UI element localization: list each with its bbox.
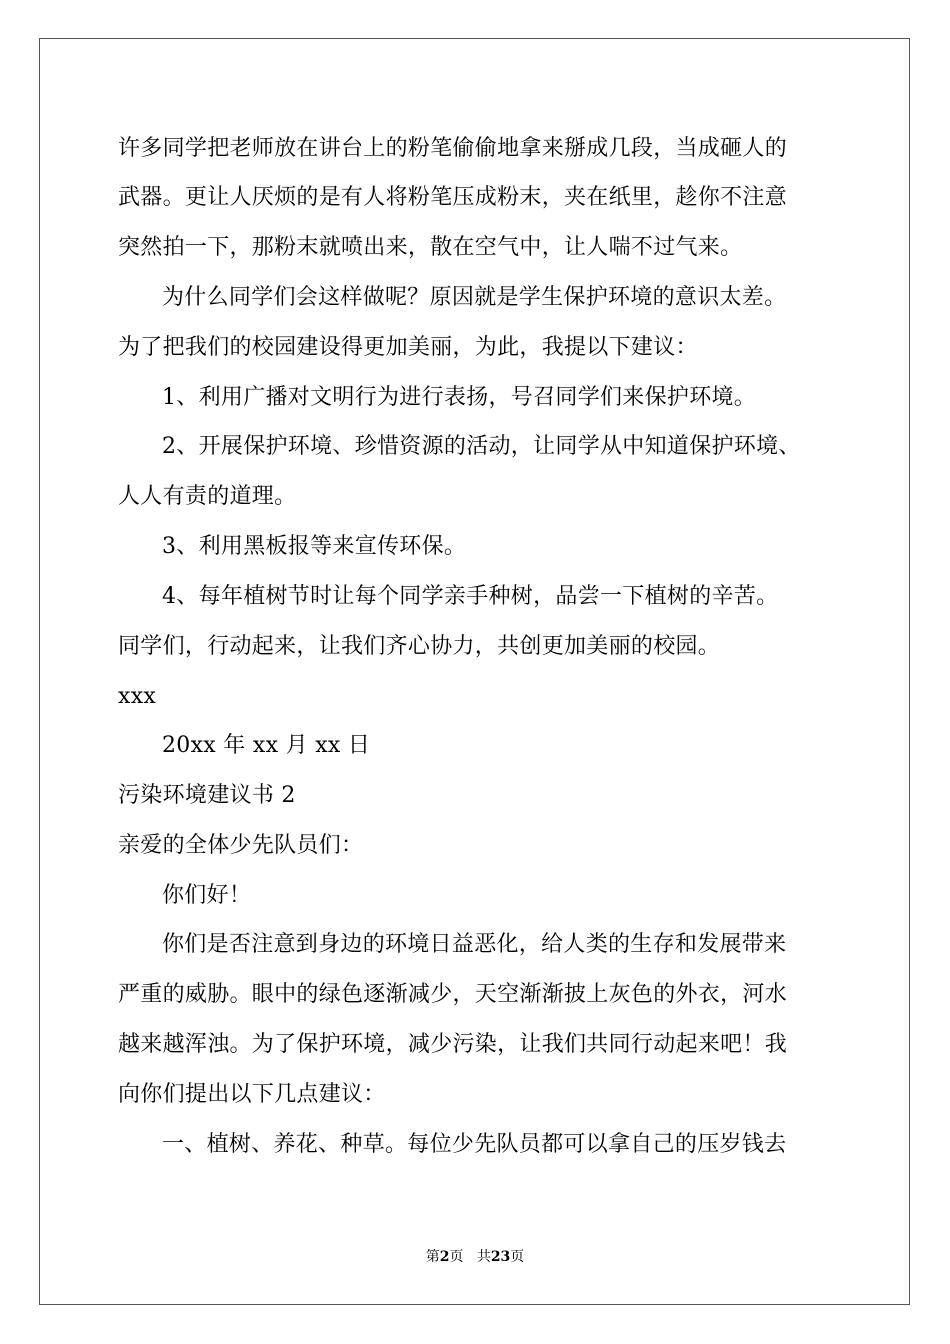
- page-frame: [39, 38, 910, 1305]
- body2-line-1: 你们是否注意到身边的环境日益恶化，给人类的生存和发展带来: [162, 932, 787, 957]
- footer-page-number: 2: [439, 1249, 450, 1265]
- footer-total-prefix: 共: [476, 1249, 491, 1265]
- body-line-3: 突然拍一下，那粉末就喷出来，散在空气中，让人喘不过气来。: [118, 235, 743, 260]
- body2-line-4: 向你们提出以下几点建议：: [118, 1082, 386, 1107]
- page-footer: [0, 1246, 950, 1266]
- suggestion-2-cont: 人人有责的道理。: [118, 484, 297, 509]
- salutation: 亲爱的全体少先队员们：: [118, 833, 364, 858]
- body-line-2: 武器。更让人厌烦的是有人将粉笔压成粉末，夹在纸里，趁你不注意: [118, 185, 788, 210]
- date-line: 20xx 年 xx 月 xx 日: [162, 733, 371, 758]
- footer-page-prefix: 第: [425, 1249, 440, 1265]
- body-line-1: 许多同学把老师放在讲台上的粉笔偷偷地拿来掰成几段，当成砸人的: [118, 136, 788, 161]
- body2-line-2: 严重的威胁。眼中的绿色逐渐减少，天空渐渐披上灰色的外衣，河水: [118, 982, 788, 1007]
- footer-total-suffix: 页: [510, 1249, 525, 1265]
- body-line-5: 为了把我们的校园建设得更加美丽，为此，我提以下建议：: [118, 335, 698, 360]
- closing-line: 同学们，行动起来，让我们齐心协力，共创更加美丽的校园。: [118, 634, 721, 659]
- suggestion-4: 4、每年植树节时让每个同学亲手种树，品尝一下植树的辛苦。: [162, 584, 779, 609]
- body-line-4: 为什么同学们会这样做呢？原因就是学生保护环境的意识太差。: [162, 285, 787, 310]
- footer-total-number: 23: [490, 1249, 511, 1265]
- greeting: 你们好！: [162, 883, 252, 908]
- body2-line-5: 一、植树、养花、种草。每位少先队员都可以拿自己的压岁钱去: [162, 1132, 787, 1157]
- suggestion-2: 2、开展保护环境、珍惜资源的活动，让同学从中知道保护环境、: [162, 434, 801, 459]
- section-title: 污染环境建议书 2: [118, 783, 296, 808]
- suggestion-3: 3、利用黑板报等来宣传环保。: [162, 534, 467, 559]
- signature: xxx: [118, 684, 157, 709]
- suggestion-1: 1、利用广播对文明行为进行表扬，号召同学们来保护环境。: [162, 385, 757, 410]
- footer-page-suffix: 页: [449, 1249, 464, 1265]
- body2-line-3: 越来越浑浊。为了保护环境，减少污染，让我们共同行动起来吧！我: [118, 1032, 788, 1057]
